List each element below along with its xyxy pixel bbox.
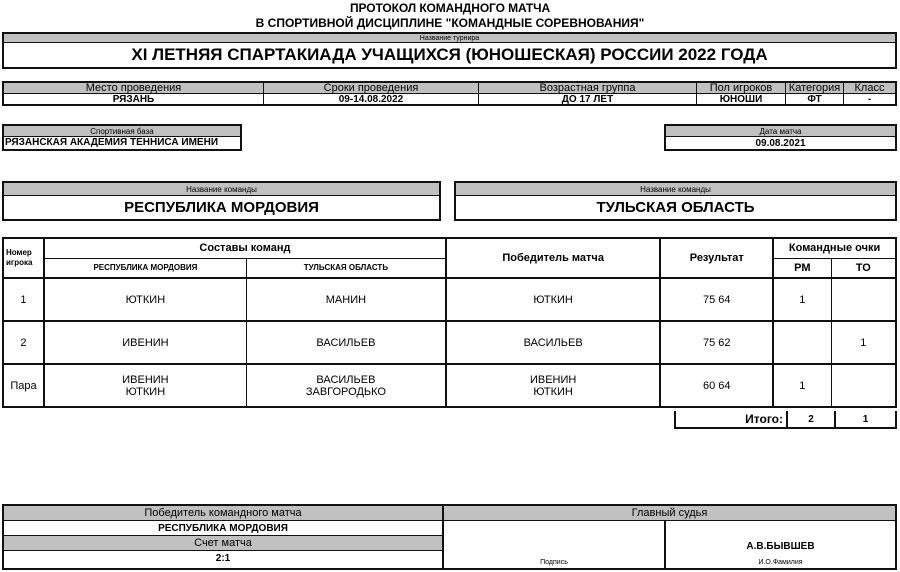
venue-value: РЯЗАНЬ: [112, 93, 155, 105]
team2-box: [454, 181, 897, 221]
sports-base-label: Спортивная база: [4, 126, 240, 137]
points-team2: [831, 364, 896, 407]
tournament-name: XI ЛЕТНЯЯ СПАРТАКИАДА УЧАЩИХСЯ (ЮНОШЕСКАЯ) РОССИИ 2022 ГОДА: [131, 45, 768, 64]
points-team2: 1: [831, 321, 896, 364]
age-label: Возрастная группа: [479, 83, 696, 94]
header-result: Результат: [660, 238, 773, 278]
signature-cell: [444, 521, 666, 568]
judge-label: Главный судья: [444, 506, 895, 521]
total-points-team2: 1: [862, 413, 869, 425]
match-date-label: Дата матча: [666, 126, 895, 137]
team1-box: [2, 181, 441, 221]
match-result: 60 64: [660, 364, 773, 407]
header-lineups: Составы команд: [44, 238, 446, 258]
team1-pair-player1: ИВЕНИН: [122, 373, 169, 386]
tournament-label: Название турнира: [4, 34, 895, 43]
category-value: ФТ: [807, 93, 822, 105]
protocol-subtitle: В СПОРТИВНОЙ ДИСЦИПЛИНЕ "КОМАНДНЫЕ СОРЕВНОВАНИЯ": [255, 16, 645, 30]
judge-row: [444, 521, 895, 568]
header-team2: ТУЛЬСКАЯ ОБЛАСТЬ: [246, 258, 446, 278]
total-label: Итого:: [676, 411, 788, 427]
dates-label: Сроки проведения: [264, 83, 478, 94]
team2-player: ВАСИЛЬЕВ: [246, 321, 446, 364]
pair-winner-player2: ЮТКИН: [533, 385, 573, 398]
gender-label: Пол игроков: [697, 83, 785, 94]
gender-cell: [697, 83, 786, 104]
match-result: 75 64: [660, 278, 773, 321]
judge-name-label: И.О.Фамилия: [758, 559, 803, 566]
venue-cell: [4, 83, 264, 104]
team1-pair-player2: ЮТКИН: [125, 385, 166, 398]
gender-value: ЮНОШИ: [719, 93, 763, 105]
header-points-team2: ТО: [831, 258, 896, 278]
winner-label: Победитель командного матча: [4, 506, 442, 521]
age-cell: [479, 83, 697, 104]
header-team1: РЕСПУБЛИКА МОРДОВИЯ: [44, 258, 246, 278]
signature-label: Подпись: [540, 559, 568, 566]
header-team-points: Командные очки: [773, 238, 896, 258]
team1-player: ЮТКИН: [44, 278, 246, 321]
points-team1: [773, 321, 831, 364]
judge-name-cell: [666, 521, 895, 568]
total-points-team1: 2: [788, 411, 836, 427]
dates-cell: [264, 83, 479, 104]
points-team1: 1: [773, 364, 831, 407]
category-label: Категория: [786, 83, 843, 94]
tournament-box: [2, 32, 897, 69]
sports-base-value: РЯЗАНСКАЯ АКАДЕМИЯ ТЕННИСА ИМЕНИ: [5, 137, 219, 148]
team2-label: Название команды: [456, 183, 895, 196]
judge-name: А.В.БЫВШЕВ: [746, 541, 815, 552]
header-player-number: Номер игрока: [3, 238, 44, 278]
match-date-box: [664, 124, 897, 151]
team2-pair-player2: ЗАВГОРОДЬКО: [305, 385, 386, 398]
team1-label: Название команды: [4, 183, 439, 196]
team2-player: МАНИН: [246, 278, 446, 321]
points-team2: [831, 278, 896, 321]
score-value: 2:1: [215, 553, 231, 564]
class-cell: [844, 83, 895, 104]
protocol-title: ПРОТОКОЛ КОМАНДНОГО МАТЧА: [349, 1, 551, 15]
match-winner: ВАСИЛЬЕВ: [446, 321, 660, 364]
pair-winner-player1: ИВЕНИН: [529, 373, 577, 386]
chief-judge-box: [442, 504, 897, 570]
class-label: Класс: [844, 83, 895, 94]
team2-name: ТУЛЬСКАЯ ОБЛАСТЬ: [596, 199, 755, 216]
header-match-winner: Победитель матча: [446, 238, 660, 278]
winner-value: РЕСПУБЛИКА МОРДОВИЯ: [4, 521, 442, 536]
results-table: [2, 237, 897, 408]
match-result: 75 62: [660, 321, 773, 364]
team2-pair: [246, 364, 446, 407]
header-points-team1: РМ: [773, 258, 831, 278]
table-row: [3, 321, 896, 364]
age-value: ДО 17 ЛЕТ: [561, 93, 614, 105]
totals-row: [674, 411, 897, 429]
score-label: Счет матча: [4, 536, 442, 551]
team-match-winner-box: [2, 504, 444, 570]
table-row: [3, 364, 896, 407]
team1-name: РЕСПУБЛИКА МОРДОВИЯ: [124, 199, 319, 216]
match-date-value: 09.08.2021: [755, 137, 806, 149]
class-value: -: [867, 93, 872, 105]
pair-winner: [446, 364, 660, 407]
sports-base-box: [2, 124, 242, 151]
table-row: [3, 278, 896, 321]
points-team1: 1: [773, 278, 831, 321]
team1-player: ИВЕНИН: [44, 321, 246, 364]
team1-pair: [44, 364, 246, 407]
player-number: 2: [3, 321, 44, 364]
category-cell: [786, 83, 844, 104]
match-winner: ЮТКИН: [446, 278, 660, 321]
player-number: Пара: [3, 364, 44, 407]
dates-value: 09-14.08.2022: [338, 93, 404, 105]
team2-pair-player1: ВАСИЛЬЕВ: [316, 373, 376, 386]
player-number: 1: [3, 278, 44, 321]
info-row: [2, 81, 897, 106]
venue-label: Место проведения: [4, 83, 263, 94]
